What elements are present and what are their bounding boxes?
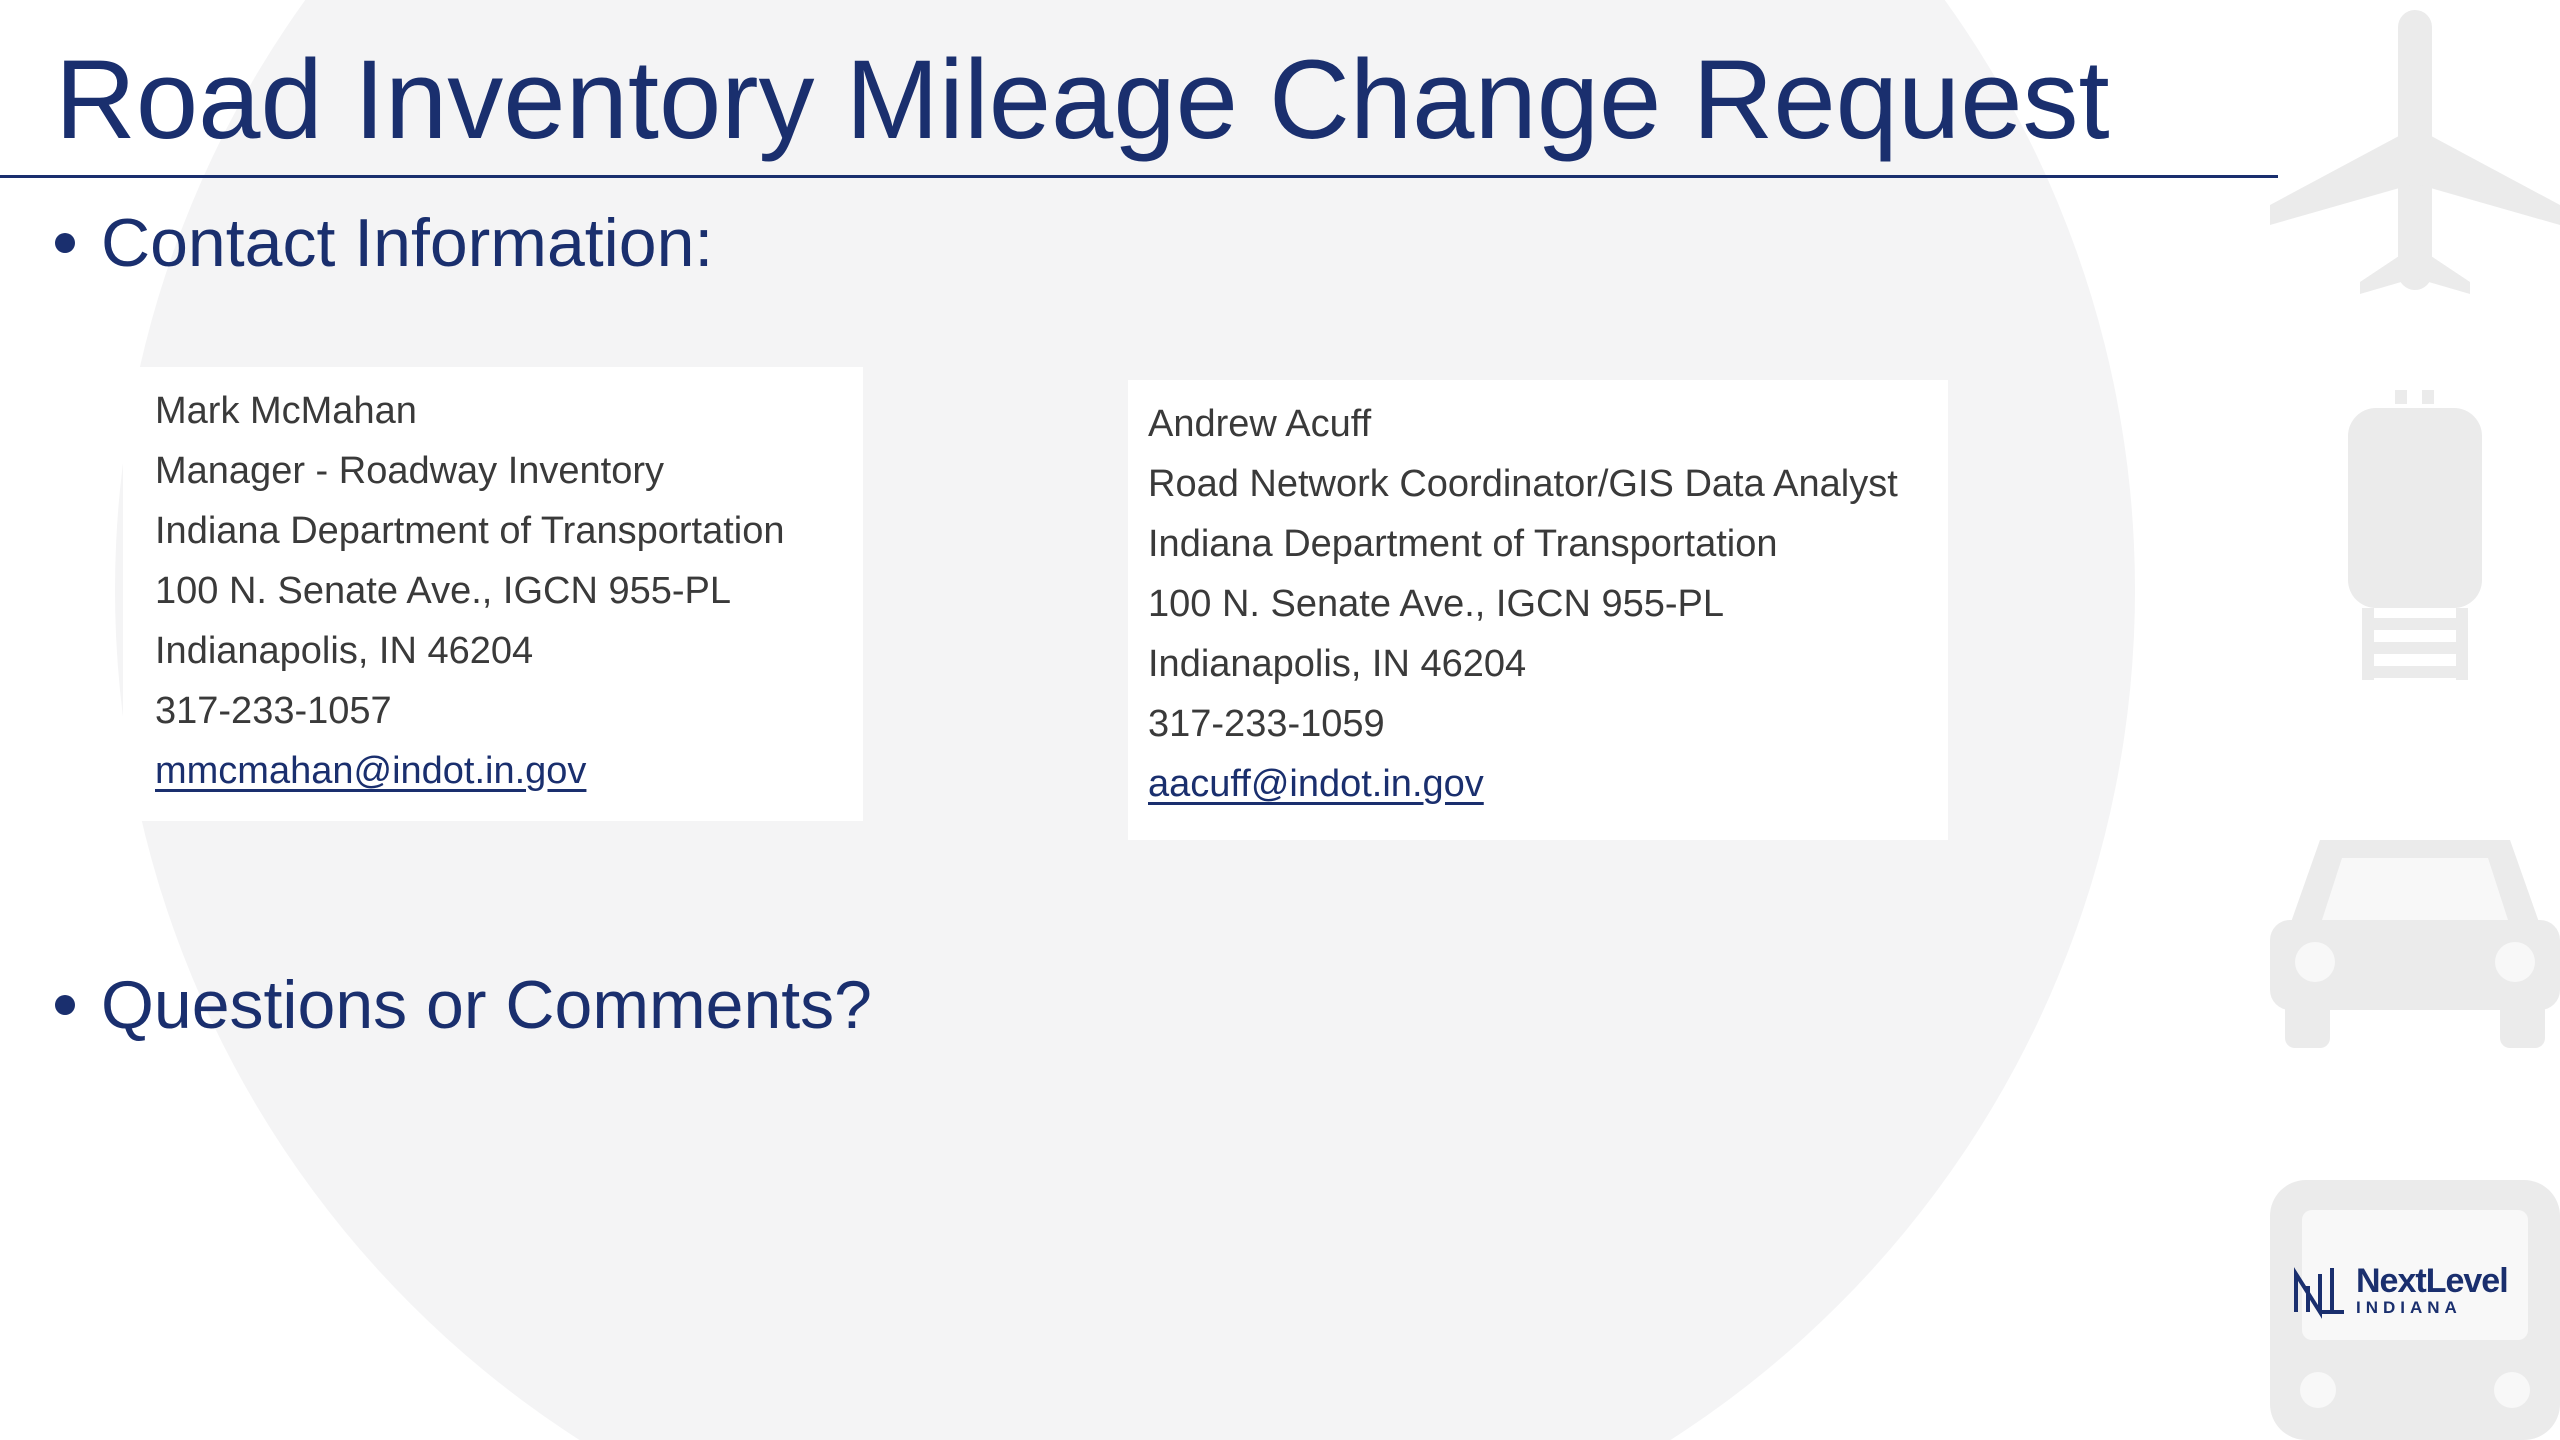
- contact-phone: 317-233-1057: [155, 690, 392, 732]
- contact-card-mcmahan: [123, 367, 863, 821]
- contact-name: Andrew Acuff: [1148, 403, 1372, 445]
- contact-title: Road Network Coordinator/GIS Data Analyst: [1148, 463, 1898, 505]
- bullet-dot: [55, 233, 75, 253]
- logo-name: NextLevel: [2356, 1262, 2508, 1300]
- contact-organization: Indiana Department of Transportation: [155, 510, 785, 552]
- contact-address: 100 N. Senate Ave., IGCN 955-PL: [1148, 583, 1724, 625]
- bullet-contact-information: [55, 198, 713, 288]
- bullet-contact-label: Contact Information:: [101, 205, 714, 281]
- contact-card-acuff: [1128, 380, 1948, 840]
- title-underline: [0, 175, 2278, 178]
- nextlevel-n-logo-icon: [2290, 1260, 2350, 1320]
- car-icon: [2270, 830, 2560, 1050]
- contact-address: 100 N. Senate Ave., IGCN 955-PL: [155, 570, 731, 612]
- transport-icon-column: [2260, 0, 2560, 1440]
- train-icon: [2340, 390, 2490, 680]
- contact-city: Indianapolis, IN 46204: [1148, 643, 1527, 685]
- slide-title: Road Inventory Mileage Change Request: [55, 37, 2110, 162]
- contact-title: Manager - Roadway Inventory: [155, 450, 665, 492]
- contact-email-link[interactable]: mmcmahan@indot.in.gov: [155, 750, 587, 792]
- nextlevel-indiana-logo: [2290, 1255, 2530, 1325]
- bullet-questions-label: Questions or Comments?: [101, 967, 872, 1043]
- airplane-icon: [2270, 10, 2560, 300]
- contact-phone: 317-233-1059: [1148, 703, 1385, 745]
- contact-name: Mark McMahan: [155, 390, 417, 432]
- contact-email-link[interactable]: aacuff@indot.in.gov: [1148, 763, 1484, 805]
- contact-city: Indianapolis, IN 46204: [155, 630, 534, 672]
- bullet-dot: [55, 995, 75, 1015]
- contact-organization: Indiana Department of Transportation: [1148, 523, 1778, 565]
- bullet-questions-or-comments: [55, 960, 872, 1050]
- logo-subtitle: INDIANA: [2356, 1298, 2462, 1317]
